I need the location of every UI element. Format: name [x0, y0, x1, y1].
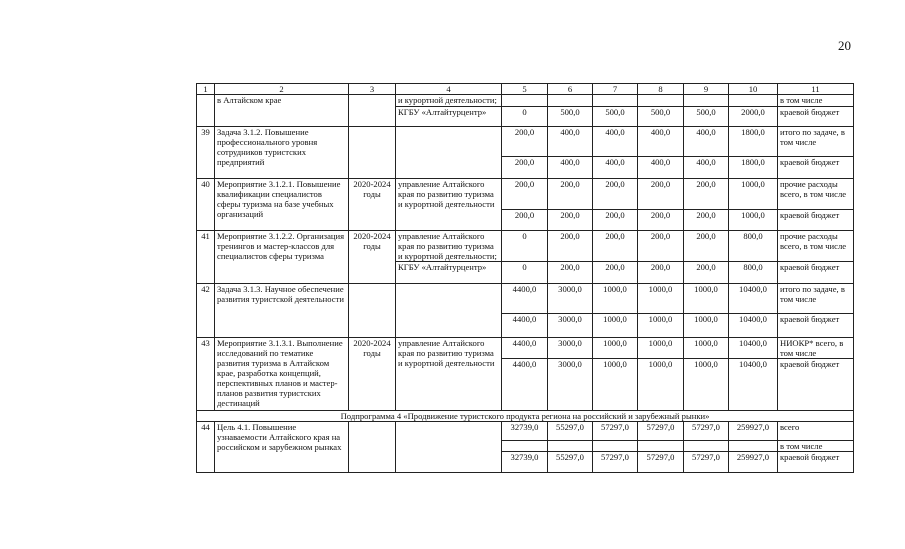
value-cell: 200,0: [593, 210, 638, 231]
value-cell: 200,0: [593, 262, 638, 284]
value-cell: 200,0: [502, 210, 548, 231]
value-cell: [729, 95, 778, 107]
item-name: Задача 3.1.3. Научное обеспечение развития туристской деятельности: [215, 284, 349, 338]
value-cell: 200,0: [502, 157, 548, 179]
value-cell: 10400,0: [729, 284, 778, 314]
executor-cell: управление Алтайского края по развитию туризма и курортной деятельности: [396, 179, 502, 231]
term-cell: [349, 284, 396, 338]
value-cell: 200,0: [684, 179, 729, 210]
value-cell: 4400,0: [502, 338, 548, 359]
column-header: 4: [396, 84, 502, 95]
value-cell: 57297,0: [684, 422, 729, 441]
program-table: [196, 83, 854, 473]
value-cell: 3000,0: [548, 314, 593, 338]
value-cell: 400,0: [593, 157, 638, 179]
value-cell: 1800,0: [729, 157, 778, 179]
item-name: Мероприятие 3.1.2.1. Повышение квалификации специалистов сферы туризма на базе учебных организаций: [215, 179, 349, 231]
value-cell: 1000,0: [684, 284, 729, 314]
value-cell: 200,0: [684, 210, 729, 231]
executor-cell: управление Алтайского края по развитию туризма и курортной деятельности: [396, 338, 502, 411]
source-cell: краевой бюджет: [778, 314, 854, 338]
value-cell: 55297,0: [548, 422, 593, 441]
term-cell: [349, 95, 396, 127]
table-row: [197, 95, 854, 107]
value-cell: 400,0: [684, 127, 729, 157]
value-cell: 400,0: [684, 157, 729, 179]
value-cell: 1000,0: [593, 314, 638, 338]
column-header: 1: [197, 84, 215, 95]
value-cell: 1000,0: [593, 284, 638, 314]
value-cell: 200,0: [593, 179, 638, 210]
term-cell: 2020-2024 годы: [349, 231, 396, 284]
column-header: 8: [638, 84, 684, 95]
value-cell: 800,0: [729, 262, 778, 284]
value-cell: 400,0: [638, 157, 684, 179]
value-cell: 200,0: [502, 179, 548, 210]
table-row: [197, 284, 854, 314]
value-cell: 800,0: [729, 231, 778, 262]
source-cell: краевой бюджет: [778, 262, 854, 284]
executor-cell: и курортной деятельности;: [396, 95, 502, 107]
subprogram-title: Подпрограмма 4 «Продвижение туристского продукта региона на российский и зарубежный рынки»: [197, 411, 854, 422]
value-cell: [729, 441, 778, 452]
value-cell: 1000,0: [684, 359, 729, 411]
value-cell: 200,0: [684, 262, 729, 284]
item-name: Мероприятие 3.1.3.1. Выполнение исследований по тематике развития туризма в Алтайском крае, разработка концепций, перспективных планов и мастер-планов развития туристских дестинаций: [215, 338, 349, 411]
column-header: 5: [502, 84, 548, 95]
source-cell: краевой бюджет: [778, 359, 854, 411]
value-cell: 500,0: [593, 107, 638, 127]
row-number: 44: [197, 422, 215, 473]
value-cell: 1000,0: [684, 314, 729, 338]
source-cell: всего: [778, 422, 854, 441]
source-cell: прочие расходы всего, в том числе: [778, 231, 854, 262]
item-name: в Алтайском крае: [215, 95, 349, 127]
value-cell: 200,0: [638, 262, 684, 284]
item-name: Мероприятие 3.1.2.2. Организация тренингов и мастер-классов для специалистов сферы туризма: [215, 231, 349, 284]
column-header: 11: [778, 84, 854, 95]
value-cell: 200,0: [684, 231, 729, 262]
executor-cell: [396, 284, 502, 338]
value-cell: 1000,0: [638, 359, 684, 411]
value-cell: 200,0: [638, 231, 684, 262]
value-cell: 500,0: [684, 107, 729, 127]
source-cell: краевой бюджет: [778, 157, 854, 179]
value-cell: 1800,0: [729, 127, 778, 157]
header-row: [197, 84, 854, 95]
value-cell: 0: [502, 231, 548, 262]
column-header: 2: [215, 84, 349, 95]
table-row: [197, 338, 854, 359]
executor-cell: КГБУ «Алтайтурцентр»: [396, 262, 502, 284]
value-cell: 2000,0: [729, 107, 778, 127]
value-cell: 1000,0: [638, 284, 684, 314]
column-header: 3: [349, 84, 396, 95]
value-cell: 0: [502, 262, 548, 284]
subprogram-row: [197, 411, 854, 422]
value-cell: 4400,0: [502, 284, 548, 314]
term-cell: [349, 127, 396, 179]
source-cell: итого по задаче, в том числе: [778, 127, 854, 157]
value-cell: [593, 95, 638, 107]
source-cell: итого по задаче, в том числе: [778, 284, 854, 314]
value-cell: 57297,0: [638, 452, 684, 473]
page-number: 20: [838, 38, 851, 53]
row-number: 39: [197, 127, 215, 179]
value-cell: 500,0: [638, 107, 684, 127]
value-cell: 57297,0: [593, 422, 638, 441]
column-header: 9: [684, 84, 729, 95]
value-cell: 200,0: [548, 210, 593, 231]
value-cell: 55297,0: [548, 452, 593, 473]
row-number: 41: [197, 231, 215, 284]
term-cell: [349, 422, 396, 473]
value-cell: 400,0: [638, 127, 684, 157]
table-row: [197, 179, 854, 210]
source-cell: краевой бюджет: [778, 452, 854, 473]
executor-cell: [396, 422, 502, 473]
value-cell: 3000,0: [548, 338, 593, 359]
value-cell: 10400,0: [729, 338, 778, 359]
item-name: Задача 3.1.2. Повышение профессионального уровня сотрудников туристских предприятий: [215, 127, 349, 179]
executor-cell: КГБУ «Алтайтурцентр»: [396, 107, 502, 127]
value-cell: 200,0: [548, 262, 593, 284]
value-cell: 1000,0: [593, 338, 638, 359]
value-cell: [548, 95, 593, 107]
executor-cell: [396, 127, 502, 179]
term-cell: 2020-2024 годы: [349, 179, 396, 231]
value-cell: 400,0: [593, 127, 638, 157]
executor-cell: управление Алтайского края по развитию туризма и курортной деятельности;: [396, 231, 502, 262]
value-cell: 57297,0: [593, 452, 638, 473]
value-cell: 1000,0: [638, 338, 684, 359]
value-cell: 10400,0: [729, 359, 778, 411]
value-cell: 400,0: [548, 157, 593, 179]
value-cell: 32739,0: [502, 422, 548, 441]
source-cell: в том числе: [778, 95, 854, 107]
value-cell: 200,0: [638, 179, 684, 210]
column-header: 7: [593, 84, 638, 95]
value-cell: 400,0: [548, 127, 593, 157]
value-cell: 200,0: [502, 127, 548, 157]
table-row: [197, 127, 854, 157]
value-cell: 259927,0: [729, 422, 778, 441]
source-cell: краевой бюджет: [778, 210, 854, 231]
source-cell: краевой бюджет: [778, 107, 854, 127]
value-cell: [593, 441, 638, 452]
row-number: [197, 95, 215, 127]
value-cell: [684, 95, 729, 107]
value-cell: 200,0: [548, 231, 593, 262]
value-cell: 1000,0: [684, 338, 729, 359]
value-cell: [638, 95, 684, 107]
value-cell: 57297,0: [684, 452, 729, 473]
value-cell: 1000,0: [729, 210, 778, 231]
value-cell: 500,0: [548, 107, 593, 127]
source-cell: прочие расходы всего, в том числе: [778, 179, 854, 210]
value-cell: 3000,0: [548, 359, 593, 411]
value-cell: 32739,0: [502, 452, 548, 473]
value-cell: 259927,0: [729, 452, 778, 473]
value-cell: 200,0: [593, 231, 638, 262]
item-name: Цель 4.1. Повышение узнаваемости Алтайского края на российском и зарубежном рынках: [215, 422, 349, 473]
value-cell: 4400,0: [502, 359, 548, 411]
value-cell: 4400,0: [502, 314, 548, 338]
column-header: 6: [548, 84, 593, 95]
source-cell: в том числе: [778, 441, 854, 452]
value-cell: 1000,0: [729, 179, 778, 210]
value-cell: [502, 441, 548, 452]
value-cell: 200,0: [548, 179, 593, 210]
column-header: 10: [729, 84, 778, 95]
value-cell: 1000,0: [638, 314, 684, 338]
row-number: 40: [197, 179, 215, 231]
value-cell: 57297,0: [638, 422, 684, 441]
row-number: 42: [197, 284, 215, 338]
term-cell: 2020-2024 годы: [349, 338, 396, 411]
table-row: [197, 231, 854, 262]
value-cell: 0: [502, 107, 548, 127]
value-cell: 10400,0: [729, 314, 778, 338]
value-cell: 3000,0: [548, 284, 593, 314]
source-cell: НИОКР* всего, в том числе: [778, 338, 854, 359]
row-number: 43: [197, 338, 215, 411]
value-cell: 200,0: [638, 210, 684, 231]
value-cell: [548, 441, 593, 452]
value-cell: 1000,0: [593, 359, 638, 411]
value-cell: [638, 441, 684, 452]
value-cell: [684, 441, 729, 452]
value-cell: [502, 95, 548, 107]
table-row: [197, 422, 854, 441]
